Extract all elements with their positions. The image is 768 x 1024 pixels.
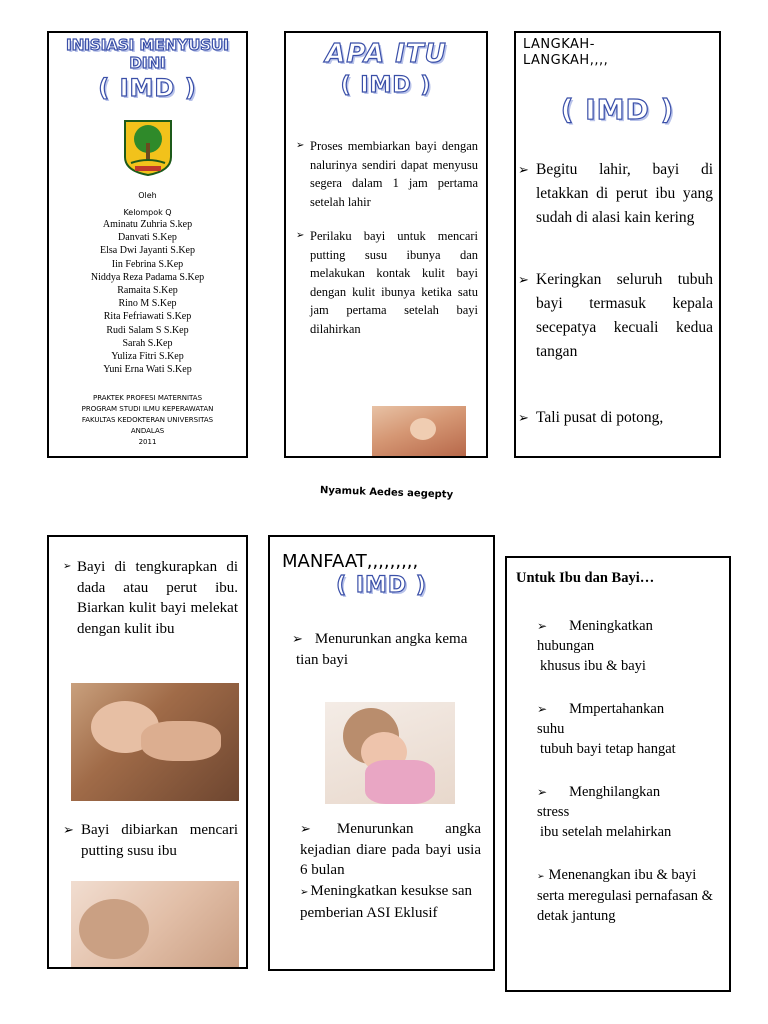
- member-name: Yuni Erna Wati S.Kep: [103, 364, 192, 376]
- cover-title: INISIASI MENYUSUI DINI: [66, 36, 229, 72]
- footer-line: PRAKTEK PROFESI MATERNITAS: [92, 394, 203, 402]
- member-name: Niddya Reza Padama S.Kep: [90, 271, 205, 283]
- steps-title-line: LANGKAH-: [523, 37, 595, 52]
- group-label: Kelompok Q: [123, 208, 172, 217]
- newborn-photo: [71, 683, 239, 801]
- member-name: Yuliza Fitri S.Kep: [111, 351, 184, 363]
- steps-title-line: LANGKAH,,,,: [523, 53, 609, 68]
- benefit-item: ➢ Mmpertahankan suhu tubuh bayi tetap hangat: [537, 701, 676, 757]
- arrow-bullet-icon: ➢: [300, 821, 311, 836]
- mother-baby-panel: [505, 556, 731, 992]
- steps-panel: [514, 31, 721, 458]
- arrow-bullet-icon: ➢: [537, 619, 548, 633]
- arrow-bullet-icon: ➢: [300, 886, 309, 898]
- benefit-text: Menurunkan angka kejadian diare pada bayi usia 6 bulan: [300, 821, 481, 878]
- benefit-item: ➢ Menenangkan ibu & bayi serta meregulasi pernafasan & detak jantung: [537, 867, 713, 924]
- member-name: Sarah S.Kep: [122, 337, 173, 349]
- cover-panel: [47, 31, 248, 458]
- definition-title: APA ITU: [325, 39, 447, 69]
- benefit-item: ➢ Menghilangkan stress ibu setelah melahirkan: [537, 784, 672, 840]
- definition-panel: [284, 31, 488, 458]
- university-logo-icon: [121, 117, 175, 177]
- by-label: Oleh: [138, 191, 157, 200]
- steps-bullet: ➢ Tali pusat di potong,: [518, 406, 713, 430]
- steps-continued-bullet: ➢ Bayi dibiarkan mencari putting susu ibu: [63, 820, 238, 861]
- benefit-text: tian bayi: [296, 651, 349, 668]
- footer-line: ANDALAS: [130, 427, 165, 435]
- member-name: Iin Febrina S.Kep: [111, 258, 184, 270]
- steps-continued-panel: [47, 535, 248, 969]
- arrow-bullet-icon: ➢: [537, 702, 548, 716]
- footer-line: 2011: [138, 438, 157, 446]
- steps-imd-title: ( IMD ): [560, 93, 675, 126]
- benefits-panel: [268, 535, 495, 971]
- member-name: Elsa Dwi Jayanti S.Kep: [100, 245, 195, 257]
- member-name: Aminatu Zuhria S.kep: [102, 219, 193, 230]
- benefits-imd-title: ( IMD ): [336, 573, 427, 598]
- member-name: Danvati S.Kep: [118, 232, 177, 244]
- definition-bullet: ➢ Proses membiarkan bayi dengan nalurinya sendiri dapat menyusu segera dalam 1 jam pertama setelah lahir: [296, 137, 478, 211]
- mother-baby-photo: [325, 702, 455, 804]
- cover-imd-title: ( IMD ): [98, 74, 197, 102]
- member-name: Rino M S.Kep: [118, 298, 177, 310]
- definition-bullet: ➢ Perilaku bayi untuk mencari putting susu ibunya dan melakukan kontak kulit bayi dengan kulit ibunya ketika satu jam pertama setelah bayi dilahirkan: [296, 227, 478, 338]
- steps-bullet: ➢ Keringkan seluruh tubuh bayi termasuk kepala secepatya kecuali kedua tangan: [518, 268, 713, 364]
- steps-bullet: ➢ Begitu lahir, bayi di letakkan di perut ibu yang sudah di alasi kain kering: [518, 158, 713, 230]
- benefits-title: MANFAAT,,,,,,,,,: [282, 551, 419, 572]
- benefit-text: Meningkatkan kesukse san pemberian ASI Eklusif: [300, 882, 473, 921]
- member-name: Ramaita S.Kep: [117, 285, 178, 297]
- baby-photo: [372, 406, 466, 456]
- member-name: Rita Fefriawati S.Kep: [103, 311, 192, 323]
- footer-line: FAKULTAS KEDOKTERAN UNIVERSITAS: [81, 416, 214, 424]
- arrow-bullet-icon: ➢: [292, 631, 303, 646]
- arrow-bullet-icon: ➢: [537, 871, 545, 881]
- caption-text: Nyamuk Aedes aegepty: [319, 485, 454, 501]
- arrow-bullet-icon: ➢: [537, 785, 548, 799]
- newborn-photo: [71, 881, 239, 969]
- member-name: Rudi Salam S S.Kep: [106, 324, 189, 336]
- mother-baby-title: Untuk Ibu dan Bayi…: [516, 570, 655, 586]
- benefit-text: Menurunkan angka kema: [314, 631, 468, 647]
- benefit-item: ➢ Meningkatkan hubungan khusus ibu & bayi: [537, 618, 653, 674]
- footer-line: PROGRAM STUDI ILMU KEPERAWATAN: [81, 405, 214, 413]
- steps-continued-bullet: ➢ Bayi di tengkurapkan di dada atau perut ibu. Biarkan kulit bayi melekat dengan kulit ibu: [63, 557, 238, 639]
- definition-imd-title: ( IMD ): [340, 73, 432, 98]
